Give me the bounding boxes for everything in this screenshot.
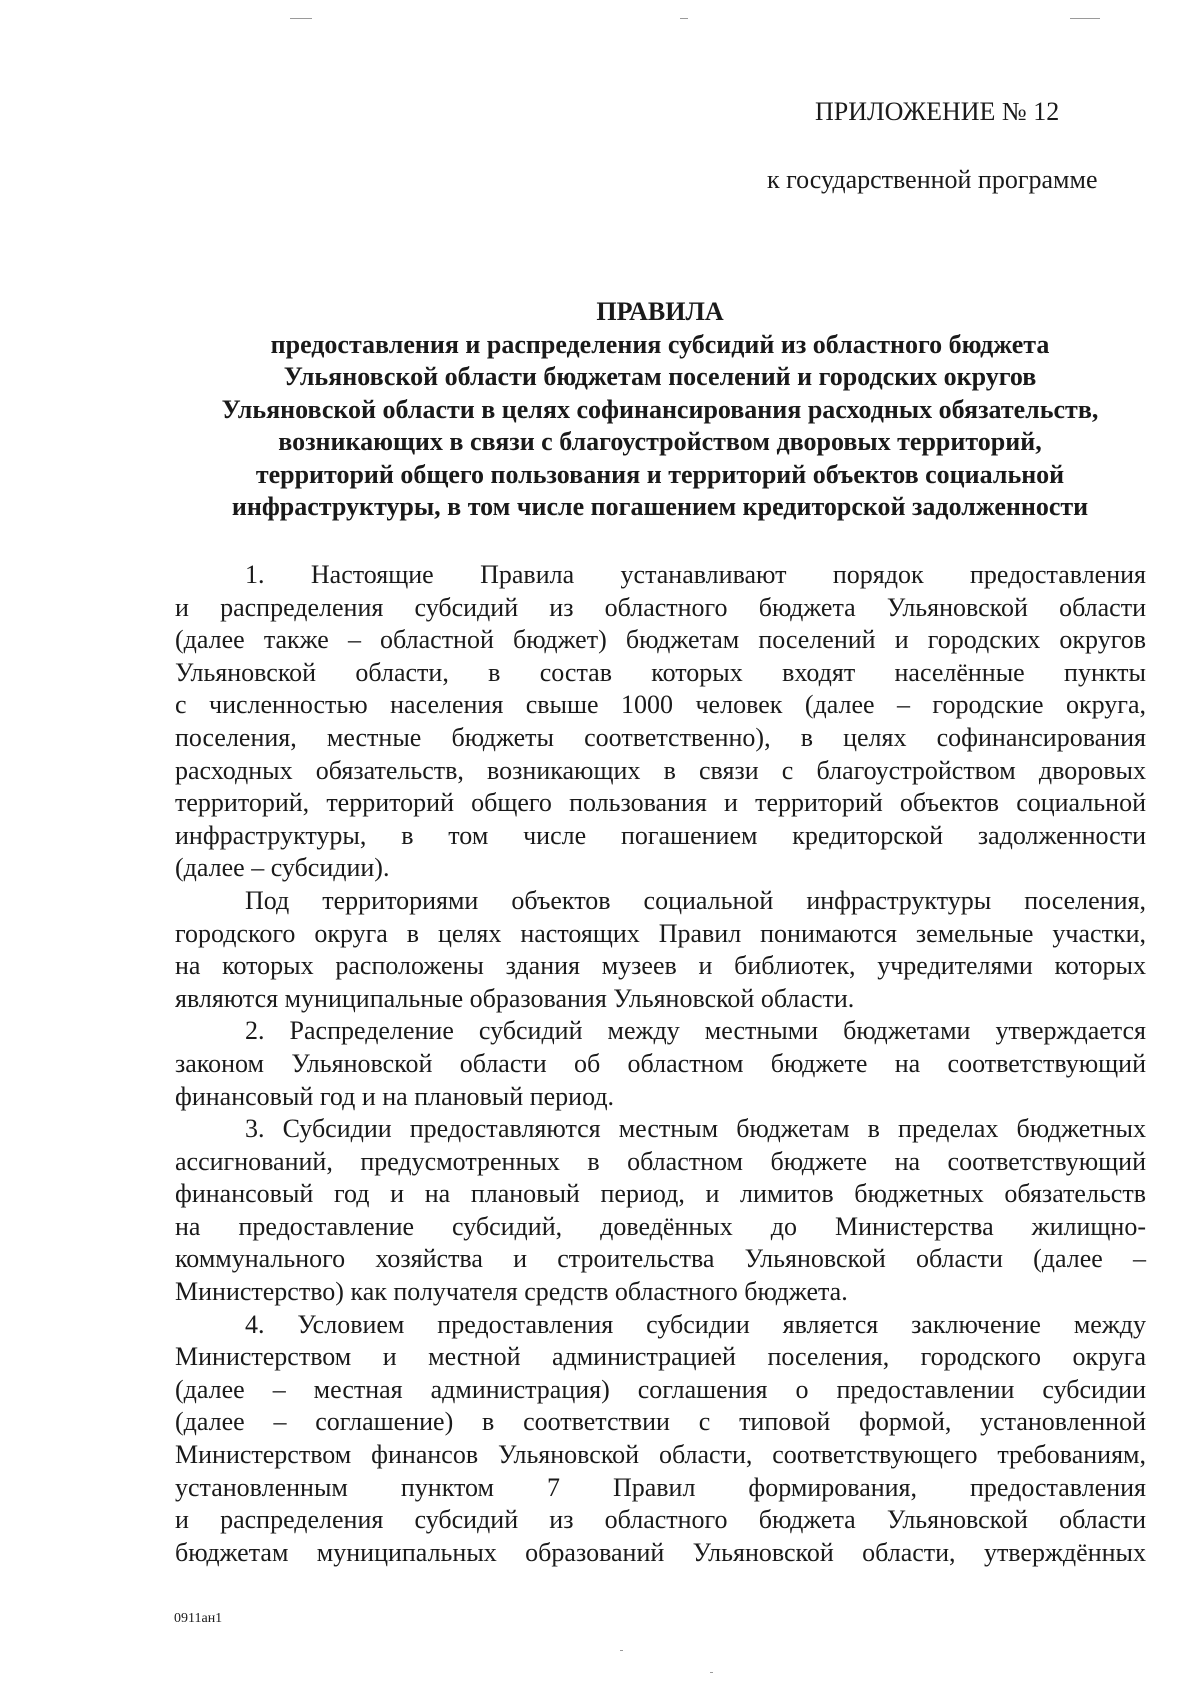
paragraph-line: установленным пунктом 7 Правил формирования, предоставления	[175, 1472, 1146, 1502]
rules-heading	[150, 296, 1170, 524]
paragraph-line: 1. Настоящие Правила устанавливают порядок предоставления	[245, 560, 1146, 589]
appendix-title: ПРИЛОЖЕНИЕ № 12	[815, 97, 1060, 126]
rules-subtitle-line: Ульяновской области бюджетам поселений и городских округов	[283, 362, 1037, 391]
paragraph-line: финансовый год и на плановый период.	[175, 1081, 615, 1111]
paragraph-line: (далее – местная администрация) соглашения о предоставлении субсидии	[175, 1374, 1146, 1404]
paragraph-line: 4. Условием предоставления субсидии является заключение между	[245, 1309, 1146, 1339]
paragraph-line: Под территориями объектов социальной инфраструктуры поселения,	[245, 885, 1146, 915]
scan-speck	[1070, 18, 1100, 19]
paragraph-line: (далее также – областной бюджет) бюджетам поселений и городских округов	[175, 625, 1146, 655]
paragraph-line: и распределения субсидий из областного бюджета Ульяновской области	[175, 1505, 1146, 1535]
document-code: 0911ан1	[174, 1611, 223, 1626]
scan-speck	[710, 1672, 713, 1673]
paragraph-line: Министерством и местной администрацией поселения, городского округа	[175, 1342, 1146, 1372]
scan-speck	[290, 18, 312, 19]
paragraph-line: 2. Распределение субсидий между местными бюджетами утверждается	[245, 1016, 1146, 1046]
rules-subtitle-line: территорий общего пользования и территорий объектов социальной	[255, 459, 1065, 489]
paragraph-line: 3. Субсидии предоставляются местным бюджетам в пределах бюджетных	[245, 1114, 1146, 1144]
paragraph-line: являются муниципальные образования Ульяновской области.	[175, 983, 855, 1013]
rules-subtitle-line: предоставления и распределения субсидий из областного бюджета	[270, 329, 1050, 359]
paragraph-line: на предоставление субсидий, доведённых до Министерства жилищно-	[175, 1211, 1146, 1241]
paragraph-line: коммунального хозяйства и строительства Ульяновской области (далее –	[175, 1244, 1146, 1274]
paragraph-line: Министерством финансов Ульяновской области, соответствующего требованиям,	[175, 1440, 1146, 1470]
paragraph-line: территорий, территорий общего пользования и территорий объектов социальной	[175, 788, 1146, 818]
paragraph-line: инфраструктуры, в том числе погашением кредиторской задолженности	[175, 820, 1146, 850]
scan-speck	[620, 1650, 623, 1651]
body-text	[175, 559, 1146, 1569]
paragraph-line: (далее – субсидии).	[175, 853, 390, 883]
paragraph-line: законом Ульяновской области об областном бюджете на соответствующий	[175, 1048, 1146, 1078]
rules-title: ПРАВИЛА	[596, 297, 724, 326]
rules-subtitle-line: Ульяновской области в целях софинансирования расходных обязательств,	[221, 394, 1099, 424]
paragraph-line: городского округа в целях настоящих Правил понимаются земельные участки,	[175, 918, 1146, 948]
paragraph-line: расходных обязательств, возникающих в связи с благоустройством дворовых	[175, 755, 1146, 785]
paragraph-line: бюджетам муниципальных образований Ульяновской области, утверждённых	[175, 1537, 1146, 1567]
appendix-subtitle: к государственной программе	[767, 165, 1098, 194]
paragraph-line: поселения, местные бюджеты соответственно), в целях софинансирования	[175, 722, 1146, 752]
rules-subtitle-line: инфраструктуры, в том числе погашением кредиторской задолженности	[231, 492, 1089, 521]
paragraph-line: Ульяновской области, в состав которых входят населённые пункты	[175, 657, 1146, 687]
paragraph-line: на которых расположены здания музеев и библиотек, учредителями которых	[175, 951, 1146, 981]
rules-subtitle-line: возникающих в связи с благоустройством дворовых территорий,	[278, 427, 1042, 456]
scan-speck	[680, 18, 688, 19]
paragraph-line: финансовый год и на плановый период, и лимитов бюджетных обязательств	[175, 1179, 1146, 1209]
paragraph-line: и распределения субсидий из областного бюджета Ульяновской области	[175, 592, 1146, 622]
paragraph-line: с численностью населения свыше 1000 человек (далее – городские округа,	[175, 690, 1146, 720]
paragraph-line: (далее – соглашение) в соответствии с типовой формой, установленной	[175, 1407, 1146, 1437]
paragraph-line: Министерство) как получателя средств областного бюджета.	[175, 1277, 848, 1307]
paragraph-line: ассигнований, предусмотренных в областном бюджете на соответствующий	[175, 1146, 1146, 1176]
